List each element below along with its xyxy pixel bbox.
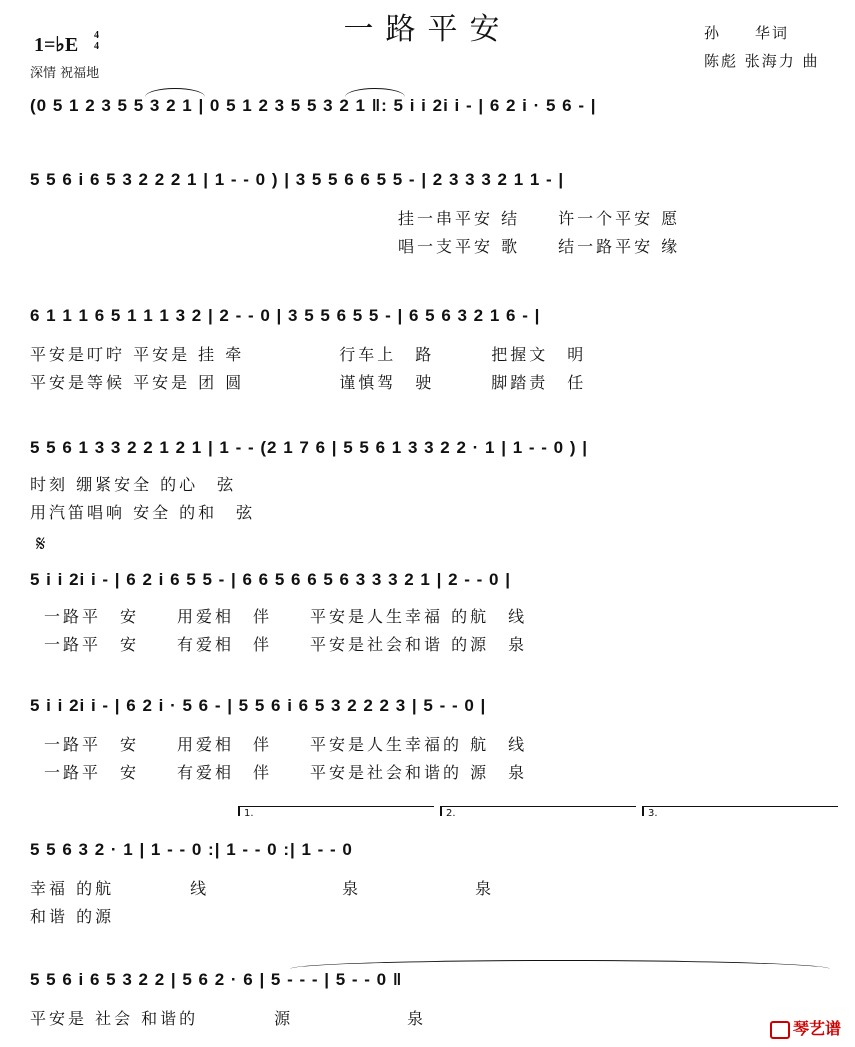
lyric-row-2-verse-2: 唱一支平安 歌 结一路平安 缘	[398, 237, 681, 256]
notation-row-2: 5 5 6 i 6 5 3 2 2 2 1 | 1 - - 0 ) | 3 5 5 6 6 5 5 - | 2 3 3 3 2 1 1 - |	[30, 170, 565, 189]
volta-bracket	[238, 806, 434, 807]
volta-tick	[440, 806, 442, 816]
volta-label-1: 1.	[244, 808, 254, 819]
mood-marking: 深情 祝福地	[30, 66, 100, 81]
volta-bracket	[642, 806, 838, 807]
notation-row-6: 5 i i 2i i - | 6 2 i · 5 6 - | 5 5 6 i 6 5 3 2 2 2 3 | 5 - - 0 |	[30, 696, 487, 715]
lyric-row-5-verse-2: 一路平 安 有爱相 伴 平安是社会和谐 的源 泉	[44, 635, 528, 654]
key-label: 1=♭E	[34, 34, 79, 56]
notation-row-3: 6 1 1 1 6 5 1 1 1 3 2 | 2 - - 0 | 3 5 5 6 5 5 - | 6 5 6 3 2 1 6 - |	[30, 306, 541, 325]
time-bottom: 4	[94, 41, 99, 52]
notation-row-7: 5 5 6 3 2 · 1 | 1 - - 0 :| 1 - - 0 :| 1 - - 0	[30, 840, 353, 859]
volta-tick	[642, 806, 644, 816]
lyric-row-7-verse-1: 幸福 的航 线 泉 泉	[30, 879, 495, 898]
notation-row-1: (0 5 1 2 3 5 5 3 2 1 | 0 5 1 2 3 5 5 3 2 1 ‖: 5 i i 2i i - | 6 2 i · 5 6 - |	[30, 96, 597, 115]
time-signature	[94, 30, 99, 52]
notation-row-5: 5 i i 2i i - | 6 2 i 6 5 5 - | 6 6 5 6 6 5 6 3 3 3 2 1 | 2 - - 0 |	[30, 570, 511, 589]
watermark-logo	[770, 1016, 841, 1039]
watermark-text: 琴艺谱	[792, 1019, 841, 1038]
notation-row-8: 5 5 6 i 6 5 3 2 2 | 5 6 2 · 6 | 5 - - - | 5 - - 0 ‖	[30, 970, 403, 989]
key-signature	[34, 30, 99, 57]
volta-bracket	[440, 806, 636, 807]
lyricist-credit: 孙 华词	[704, 24, 790, 42]
lyric-row-8-verse-1: 平安是 社会 和谐的 源 泉	[30, 1009, 427, 1028]
lyric-row-3-verse-2: 平安是等候 平安是 团 圆 谨慎驾 驶 脚踏责 任	[30, 373, 587, 392]
volta-label-2: 2.	[446, 808, 456, 819]
volta-label-3: 3.	[648, 808, 658, 819]
lyric-row-2-verse-1: 挂一串平安 结 许一个平安 愿	[398, 209, 681, 228]
lyric-row-6-verse-2: 一路平 安 有爱相 伴 平安是社会和谐的 源 泉	[44, 763, 528, 782]
time-top: 4	[94, 30, 99, 41]
composer-credit: 陈彪 张海力 曲	[704, 52, 820, 70]
lyric-row-4-verse-1: 时刻 绷紧安全 的心 弦	[30, 475, 237, 494]
lyric-row-4-verse-2: 用汽笛唱响 安全 的和 弦	[30, 503, 256, 522]
slur	[290, 960, 830, 969]
volta-tick	[238, 806, 240, 816]
segno-sign: 𝄋	[36, 532, 46, 557]
slur	[345, 88, 405, 97]
slur	[145, 88, 205, 97]
notation-row-4: 5 5 6 1 3 3 2 2 1 2 1 | 1 - - (2 1 7 6 | 5 5 6 1 3 3 2 2 · 1 | 1 - - 0 ) |	[30, 438, 588, 457]
lyric-row-3-verse-1: 平安是叮咛 平安是 挂 牵 行车上 路 把握文 明	[30, 345, 587, 364]
lyric-row-7-verse-2: 和谐 的源	[30, 907, 115, 926]
logo-icon	[770, 1021, 790, 1039]
lyric-row-5-verse-1: 一路平 安 用爱相 伴 平安是人生幸福 的航 线	[44, 607, 528, 626]
lyric-row-6-verse-1: 一路平 安 用爱相 伴 平安是人生幸福的 航 线	[44, 735, 528, 754]
score-title: 一路平安	[343, 12, 512, 47]
